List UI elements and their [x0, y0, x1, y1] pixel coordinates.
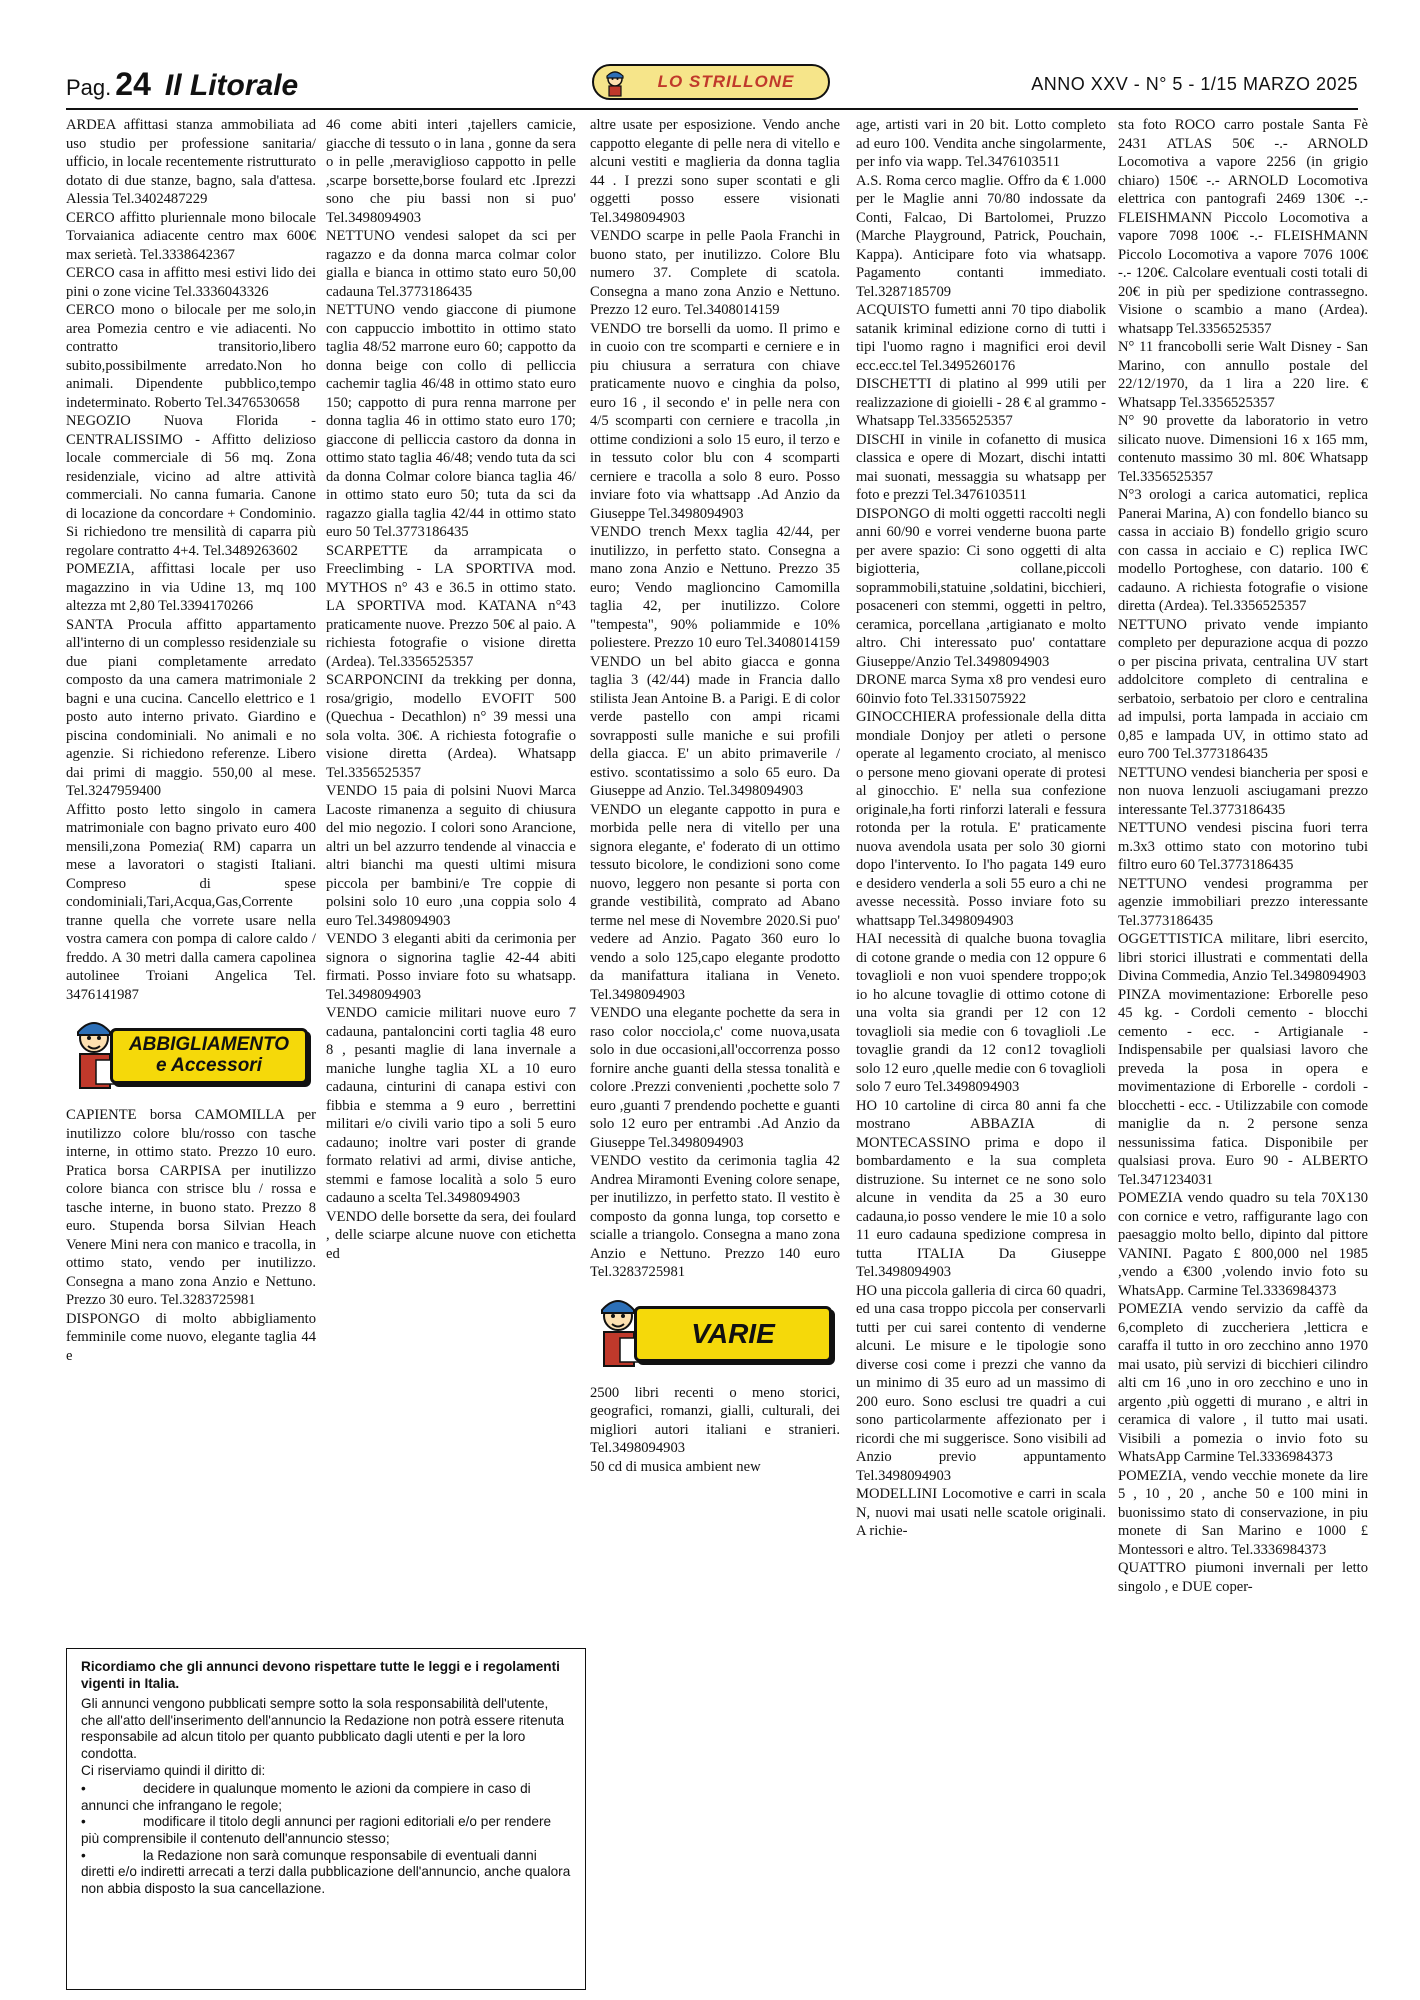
rubric-subtitle: e Accessori	[156, 1055, 262, 1076]
newsboy-mascot-icon	[600, 68, 630, 98]
classified-ad: SCARPETTE da arrampicata o Freeclimbing - LA SPORTIVA mod. MYTHOS n° 43 e 36.5 in ottimo stato. LA SPORTIVA mod. KATANA n°43 praticamente nuove. Prezzo 50€ al paio. A richiesta fotografie o visione diretta (Ardea). Tel.3356525357	[326, 542, 576, 670]
classified-ad: 50 cd di musica ambient new	[590, 1458, 761, 1475]
classified-ad: VENDO 15 paia di polsini Nuovi Marca Lacoste rimanenza a seguito di chiusura del mio negozio. I colori sono Arancione, altri un bel azzurro tendende al vinaccia e altri bianchi ma questi ultimi misura piccola per bambini/e Tre coppie di polsini solo 10 euro ,una coppia solo 4 euro Tel.3498094903	[326, 783, 576, 929]
classified-ad: VENDO delle borsette da sera, dei foulard , delle sciarpe alcune nuove con etichetta ed	[326, 1208, 576, 1262]
classified-ad: NETTUNO privato vende impianto completo per depurazione acqua di pozzo o per piscina privata, centralina UV start addolcitore completo di centralina e serbatoio, serbatoio per cloro e centralina ad impulsi, porta lampada in acciaio cm 0,85 e lampada UV, in ottimo stato ad euro 700 Tel.3773186435	[1118, 616, 1368, 762]
classified-ad: VENDO un elegante cappotto in pura e morbida pelle nera di vitello per una signora elegante, e' foderato di un ottimo tessuto bicolore, le condizioni sono come nuovo, leggero non pesante si porta con grande vestibilità, comprato ad Abano terme nel mese di Novembre 2020.Si puo' vedere ad Anzio. Pagato 360 euro lo vendo a solo 125,capo elegante prodotto da manifattura italiana in Veneto. Tel.3498094903	[590, 801, 840, 1003]
classified-ad: Affitto posto letto singolo in camera matrimoniale con bagno privato euro 400 mensili,zona Pomezia( RM) caparra un mese a lavoratori o stagisti Italiani. Compreso di spese condominiali,Tari,Acqua,Gas,Corrente tranne quella che vorrete usare nella vostra camera con pompa di calore caldo / freddo. A 30 metri dalla camera capolinea autolinee Troiani Angelica Tel. 3476141987	[66, 801, 316, 1003]
notice-rights-intro: Ci riserviamo quindi il diritto di:	[81, 1762, 266, 1778]
page-header	[66, 64, 1358, 112]
ads-list-col3-bottom	[590, 1384, 840, 1477]
classified-ad: HAI necessità di qualche buona tovaglia di cotone grande o media con 12 oppure 6 tovaglioli e non vuoi spendere troppo;ok io ho alcune tovaglie di ottimo cotone di una volta sia grandi per 12 con 12 tovaglioli sia medie con 6 tovaglioli .Le tovaglie grandi da 12 con12 tovaglioli solo 12 euro ,quelle medie con 6 tovaglioli solo 7 euro Tel.3498094903	[856, 931, 1106, 1095]
notice-item-text: la Redazione non sarà comunque responsabile di eventuali danni diretti e/o indiretti arrecati a terzi dalla pubblicazione dell'annuncio, anche qualora non abbia disposto la sua cancellazione.	[81, 1847, 571, 1896]
rubric-abbigliamento	[66, 1016, 306, 1096]
classified-ad: N° 11 francobolli serie Walt Disney - San Marino, con annullo postale del 22/12/1970, da 1 lira a 220 lire. € Whatsapp Tel.3356525357	[1118, 339, 1368, 411]
classified-ad: HO 10 cartoline di circa 80 anni fa che mostrano ABBAZIA di MONTECASSINO prima e dopo il bombardamento e la sua completa distruzione. Su internet ce ne sono solo alcune in vendita da 25 a 30 euro cadauna,io posso vendere le mie 10 a solo 11 euro cadauna spedizione compresa in tutta ITALIA Da Giuseppe Tel.3498094903	[856, 1097, 1106, 1280]
classified-ad: DISPONGO di molti oggetti raccolti negli anni 60/90 e vorrei venderne buona parte per avere spazio: Ci sono oggetti di alta bigiotteria, collane,piccoli soprammobili,statuine ,soldatini, bicchieri, posaceneri con stemmi, oggetti in peltro, ceramica, porcellana ,artigianato e molto altro. Chi interessato puo' contattare Giuseppe/Anzio Tel.3498094903	[856, 505, 1106, 670]
lo-strillone-logo	[592, 64, 830, 100]
logo-text: LO STRILLONE	[657, 72, 795, 91]
legal-notice-box	[66, 1648, 586, 1990]
classified-ad: NETTUNO vendo giaccone di piumone con cappuccio imbottito in ottimo stato taglia 48/52 marrone euro 60; cappotto da donna beige con collo di pelliccia cachemir taglia 46/48 in ottimo stato euro 150; cappotto di pura renna marrone per donna taglia 46 in ottimo stato euro 170; giaccone di pelliccia castoro da donna in ottimo stato taglia 46/48; vendo tuta da sci da donna Colmar colore bianca taglia 46/ in ottimo stato euro 50; tuta da sci da ragazzo gialla taglia 42/44 in ottimo stato euro 50 Tel.3773186435	[326, 302, 576, 540]
classified-ad: MODELLINI Locomotive e carri in scala N, nuovi mai usati nelle scatole originali. A richie-	[856, 1486, 1106, 1539]
classified-ad: CERCO casa in affitto mesi estivi lido dei pini o zone vicine Tel.3336043326	[66, 265, 316, 300]
classified-ad: age, artisti vari in 20 bit. Lotto completo ad euro 100. Vendita anche singolarmente, per info via wapp. Tel.3476103511	[856, 117, 1106, 170]
classified-ad: SCARPONCINI da trekking per donna, rosa/grigio, modello EVOFIT 500 (Quechua - Decathlon) n° 39 messi una sola volta. 30€. A richiesta fotografie o visione diretta (Ardea). Whatsapp Tel.3356525357	[326, 672, 576, 781]
classified-ad: 46 come abiti interi ,tajellers camicie, giacche di tessuto o in lana , gonne da sera o in pelle ,meraviglioso cappotto in pelle ,scarpe borsette,borse foulard etc .Iprezzi sono che piu bassi non si puo' Tel.3498094903	[326, 117, 576, 226]
classified-ad: VENDO camicie militari nuove euro 7 cadauna, pantaloncini corti taglia 48 euro 8 , pesanti maglie di lana invernale a maniche lunghe taglia XL a 10 euro cadauna, cinturini di canapa estivi con fibbia e stemma a 9 euro , berrettini militari e/o civili vario tipo a soli 5 euro cadauno; inoltre vari poster di grande formato relativi ad armi, divise antiche, stemmi e famose località a solo 5 euro cadauno a scelta Tel.3498094903	[326, 1005, 576, 1206]
classified-ad: CAPIENTE borsa CAMOMILLA per inutilizzo colore blu/rosso con tasche interne, in ottimo stato. Prezzo 10 euro. Pratica borsa CARPISA per inutilizzo colore bianca con strisce blu / rossa e tasche interne, in buono stato. Prezzo 8 euro. Stupenda borsa Silvian Heach Venere Mini nera con manico e tracolla, in ottimo stato, vendo per inutilizzo. Consegna a mano zona Anzio e Nettuno. Prezzo 30 euro. Tel.3283725981	[66, 1107, 316, 1308]
notice-item	[81, 1848, 571, 1898]
classified-ad: VENDO una elegante pochette da sera in raso color nocciola,c' come nuova,usata solo in due occasioni,all'occorrenza posso fornire anche guanti della stessa tonalità e colore .Prezzi convenienti ,pochette solo 7 euro ,guanti 7 prendendo pochette e guanti solo 12 euro per entrambi .Ad Anzio da Giuseppe Tel.3498094903	[590, 1005, 840, 1151]
classified-ad: NETTUNO vendesi programma per agenzie immobiliari prezzo interessante Tel.3773186435	[1118, 875, 1368, 929]
page-number: 24	[115, 66, 151, 102]
notice-title: Ricordiamo che gli annunci devono rispettare tutte le leggi e i regolamenti vigenti in Italia.	[81, 1659, 560, 1691]
bullet: •	[81, 1814, 86, 1830]
classified-ad: altre usate per esposizione. Vendo anche cappotto elegante di pelle nera di vitello e alcuni vestiti e maglieria da donna taglia 44 . I prezzi sono super scontati e gli oggetti posso essere visionati Tel.3498094903	[590, 117, 840, 226]
classified-ad: HO una piccola galleria di circa 60 quadri, ed una casa troppo piccola per conservarli tutti per cui sarei contento di venderne alcuni. Le misure e le tipologie sono diverse cosi come i prezzi che vanno da un minimo di 35 euro ad un massimo di 200 euro. Sono esclusi tre quadri a cui sono particolarmente affezionato per i ricordi che mi suggerisce. Sono visibili ad Anzio previo appuntamento Tel.3498094903	[856, 1282, 1106, 1484]
classified-ad: POMEZIA vendo servizio da caffè da 6,completo di zuccheriera ,letticra e caraffa il tutto in oro zecchino anno 1970 mai usato, più servizi di bicchieri cilindro alti cm 16 ,uno in oro zecchino e uno in argento ,più oggetti di murano , e altri in ceramica di valore , il tutto mai usati. Visibili a pomezia o invio foto su WhatsApp Carmine Tel.3336984373	[1118, 1301, 1368, 1465]
classified-ad: POMEZIA, vendo vecchie monete da lire 5 , 10 , 20 , anche 50 e 100 mini in buonissimo stato di conservazione, in piu monete di San Marino e 1000 £ Montessori e altro. Tel.3336984373	[1118, 1467, 1368, 1558]
classified-ad: VENDO tre borselli da uomo. Il primo e in cuoio con tre scomparti e cerniere e in piu chiusura a serratura con chiave praticamente nuovo e cinghia da polso, euro 16 , il secondo e' in pelle nera con 4/5 scomparti con cerniere e tracolla ,in ottime condizioni a solo 15 euro, il terzo e in tessuto color blu con 4 scomparti cerniere e tracolla a solo 8 euro. Posso inviare foto via whattsapp .Ad Anzio da Giuseppe Tel.3498094903	[590, 320, 840, 522]
classified-ad: VENDO vestito da cerimonia taglia 42 Andrea Miramonti Evening colore senape, per inutilizzo, in perfetto stato. Il vestito è composto da gonna lunga, top corsetto e scialle a triangolo. Consegna a mano zona Anzio e Nettuno. Prezzo 140 euro Tel.3283725981	[590, 1153, 840, 1280]
rubric-title: VARIE	[691, 1317, 775, 1349]
rubric-label	[634, 1306, 832, 1362]
classified-ad: DRONE marca Syma x8 pro vendesi euro 60invio foto Tel.3315075922	[856, 672, 1106, 707]
classified-ad: DISPONGO di molto abbigliamento femminile come nuovo, elegante taglia 44 e	[66, 1310, 316, 1364]
notice-item-text: modificare il titolo degli annunci per ragioni editoriali e/o per rendere più comprensibile il contenuto dell'annuncio stesso;	[81, 1814, 552, 1846]
classified-ad: POMEZIA vendo quadro su tela 70X130 con cornice e vetro, raffigurante lago con paesaggio molto bello, dipinto dal pittore VANINI. Pagato £ 800,000 nel 1985 ,vendo a €300 ,volendo invio foto su WhatsApp. Carmine Tel.3336984373	[1118, 1190, 1368, 1299]
classified-ad: NETTUNO vendesi biancheria per sposi e non nuova lenzuoli asciugamani prezzo interessante Tel.3773186435	[1118, 764, 1368, 818]
classified-ad: OGGETTISTICA militare, libri esercito, libri storici illustrati e commentati della Divina Commedia, Anzio Tel.3498094903	[1118, 931, 1368, 984]
classified-ad: NEGOZIO Nuova Florida - CENTRALISSIMO - Affitto delizioso locale commerciale di 56 mq. Zona residenziale, vicino ad altre attività commerciali. No canna fumaria. Canone di locazione da concordare + Condominio. Si richiedono tre mensilità di caparra più regolare contratto 4+4. Tel.3489263602	[66, 413, 316, 559]
classified-ad: NETTUNO vendesi piscina fuori terra m.3x3 ottimo stato con motorino tubi filtro euro 60 Tel.3773186435	[1118, 820, 1368, 873]
classified-ad: VENDO un bel abito giacca e gonna taglia 3 (42/44) made in Francia dallo stilista Jean Antoine B. a Parigi. E di color verde pastello con ampi ricami sovrapposti sulle maniche e sui profili della giacca. E' un abito primaverile / estivo. scontatissimo a solo 65 euro. Da Giuseppe ad Anzio. Tel.3498094903	[590, 653, 840, 799]
classified-ad: VENDO trench Mexx taglia 42/44, per inutilizzo, in perfetto stato. Consegna a mano zona Anzio e Nettuno. Prezzo 35 euro; Vendo maglioncino Camomilla taglia 42, per inutilizzo. Colore "tempesta", 90% poliammide e 10% poliestere. Prezzo 10 euro Tel.3408014159	[590, 524, 840, 651]
notice-intro: Gli annunci vengono pubblicati sempre sotto la sola responsabilità dell'utente, che all'atto dell'inserimento dell'annuncio la Redazione non potrà essere ritenuta responsabile ad alcun titolo per quanto pubblicato dagli utenti e per la loro condotta.	[81, 1696, 565, 1761]
classified-ad: PINZA movimentazione: Erborelle peso 45 kg. - Cordoli cemento - blocchi cemento - ecc. - Artigianale - Indispensabile per qualsiasi lavoro che preveda la posa in opera e movimentazione di Erborelle - cordoli -blocchetti - ecc. - Utilizzabile con comode maniglie da n. 2 persone senza nessunissima fatica. Disponibile per qualsiasi prova. Euro 90 - ALBERTO Tel.3471234031	[1118, 986, 1368, 1188]
classified-ad: QUATTRO piumoni invernali per letto singolo , e DUE coper-	[1118, 1560, 1368, 1595]
classified-ad: NETTUNO vendesi salopet da sci per ragazzo e da donna marca colmar color gialla e bianca in ottimo stato euro 50,00 cadauna Tel.3773186435	[326, 228, 576, 300]
classified-ad: VENDO 3 eleganti abiti da cerimonia per signora o signorina taglie 42-44 abiti firmati. Posso inviare foto su whatsapp. Tel.3498094903	[326, 931, 576, 1003]
notice-item-text: decidere in qualunque momento le azioni da compiere in caso di annunci che infrangano le regole;	[81, 1781, 531, 1813]
classified-ad: A.S. Roma cerco maglie. Offro da € 1.000 per le Maglie anni 70/80 indossate da Conti, Falcao, Di Bartolomei, Pruzzo (Marche Playground, Patrick, Pouchain, Kappa). Anticipare foto via whatsapp. Pagamento contanti immediato. Tel.3287185709	[856, 172, 1106, 300]
issue-info: ANNO XXV - N° 5 - 1/15 MARZO 2025	[1031, 74, 1358, 94]
rubric-title: ABBIGLIAMENTO	[128, 1034, 290, 1055]
column-3	[590, 116, 840, 1990]
notice-item	[81, 1781, 571, 1814]
rubric-varie	[590, 1294, 830, 1374]
classified-ad: DISCHETTI di platino al 999 utili per realizzazione di gioielli - 28 € al grammo - Whatsapp Tel.3356525357	[856, 376, 1106, 429]
column-1	[66, 116, 316, 1626]
bullet: •	[81, 1847, 86, 1863]
classified-ad: ARDEA affittasi stanza ammobiliata ad uso studio per professione sanitaria/ ufficio, in locale recentemente ristrutturato dotato di due stanze, bagno, sala d'attesa. Alessia Tel.3402487229	[66, 117, 316, 207]
rubric-label	[110, 1028, 308, 1084]
page-label: Pag.	[66, 75, 112, 100]
bullet: •	[81, 1781, 86, 1797]
header-left	[66, 66, 298, 103]
classified-ad: 2500 libri recenti o meno storici, geografici, romanzi, gialli, culturali, dei migliori autori italiani e stranieri. Tel.3498094903	[590, 1384, 840, 1456]
classified-ad: CERCO affitto pluriennale mono bilocale Torvaianica adiacente centro max 600€ max serietà. Tel.3338642367	[66, 209, 316, 263]
classified-ad: GINOCCHIERA professionale della ditta mondiale Donjoy per atleti o persone operate al legamento crociato, al menisco o persone meno giovani operate di protesi al ginocchio. E' nella sua confezione originale,ha forti rinforzi laterali e fessura rotonda per la rotula. E' praticamente nuova avendola usata per solo 30 giorni dopo l'intervento. Io l'ho pagata 149 euro e desidero venderla a soli 55 euro a chi ne avesse necessità. Posso inviare foto su whattsapp Tel.3498094903	[856, 709, 1106, 929]
classified-ad: SANTA Procula affitto appartamento all'interno di un complesso residenziale su due piani completamente arredato composto da una camera matrimoniale 2 bagni e una cucina. Cancello elettrico e 1 posto auto interno privato. Giardino e piscina condominiali. No animali e no agenzie. Si richiedono referenze. Libero dai primi di maggio. 550,00 al mese. Tel.3247959400	[66, 616, 316, 799]
classified-ad: CERCO mono o bilocale per me solo,in area Pomezia centro e vie adiacenti. No contratto transitorio,libero subito,possibilmente arredato.Non ho animali. Dipendente pubblico,tempo indeterminato. Roberto Tel.3476530658	[66, 302, 316, 411]
classified-ad: sta foto ROCO carro postale Santa Fè 2431 ATLAS 50€ -.- ARNOLD Locomotiva a vapore 2256 (in grigio chiaro) 150€ -.- ARNOLD Locomotiva elettrica con pantografi 2469 130€ -.- FLEISHMANN Piccolo Locomotiva a vapore 7098 100€ -.- FLEISHMANN Piccolo Locomotiva a vapore 7076 100€ -.- 120€. Calcolare eventuali costi totali di 20€ in più per spedizione contrassegno. Visione o scambio a mano (Ardea). whatsapp Tel.3356525357	[1118, 117, 1368, 337]
column-4	[856, 116, 1106, 1990]
ads-list-col3-top	[590, 116, 840, 1282]
notice-item	[81, 1814, 571, 1847]
column-5	[1118, 116, 1368, 1990]
classified-ad: VENDO scarpe in pelle Paola Franchi in buono stato, per inutilizzo. Colore Blu numero 37. Complete di scatola. Consegna a mano zona Anzio e Nettuno. Prezzo 12 euro. Tel.3408014159	[590, 228, 840, 318]
column-2	[326, 116, 576, 1626]
ads-list-col1-top	[66, 116, 316, 1004]
classified-ad: ACQUISTO fumetti anni 70 tipo diabolik satanik kriminal edizione corno di tutti i tipi l'uomo ragno i magnifici eroi devil ecc.ecc.tel Tel.3495260176	[856, 302, 1106, 374]
classified-ad: POMEZIA, affittasi locale per uso magazzino in via Udine 13, mq 100 altezza mt 2,80 Tel.3394170266	[66, 561, 316, 614]
classified-ad: DISCHI in vinile in cofanetto di musica classica e opere di Mozart, dischi intatti mai suonati, messaggia su whatsapp per foto e prezzi Tel.3476103511	[856, 431, 1106, 503]
ads-list-col1-bottom	[66, 1106, 316, 1365]
notice-list	[81, 1781, 571, 1897]
classified-ad: N°3 orologi a carica automatici, replica Panerai Marina, A) con fondello bianco su cassa in acciaio B) fondello grigio scuro con cassa in acciaio e C) replica IWC modello Portoghese, con datario. 100 € cadauno. A richiesta fotografie o visione diretta (Ardea). Tel.3356525357	[1118, 487, 1368, 614]
publication-name: Il Litorale	[164, 69, 299, 102]
classified-ad: N° 90 provette da laboratorio in vetro silicato nuove. Dimensioni 16 x 165 mm, contenuto massimo 30 ml. 80€ Whatsapp Tel.3356525357	[1118, 413, 1368, 485]
header-rule	[66, 108, 1358, 110]
